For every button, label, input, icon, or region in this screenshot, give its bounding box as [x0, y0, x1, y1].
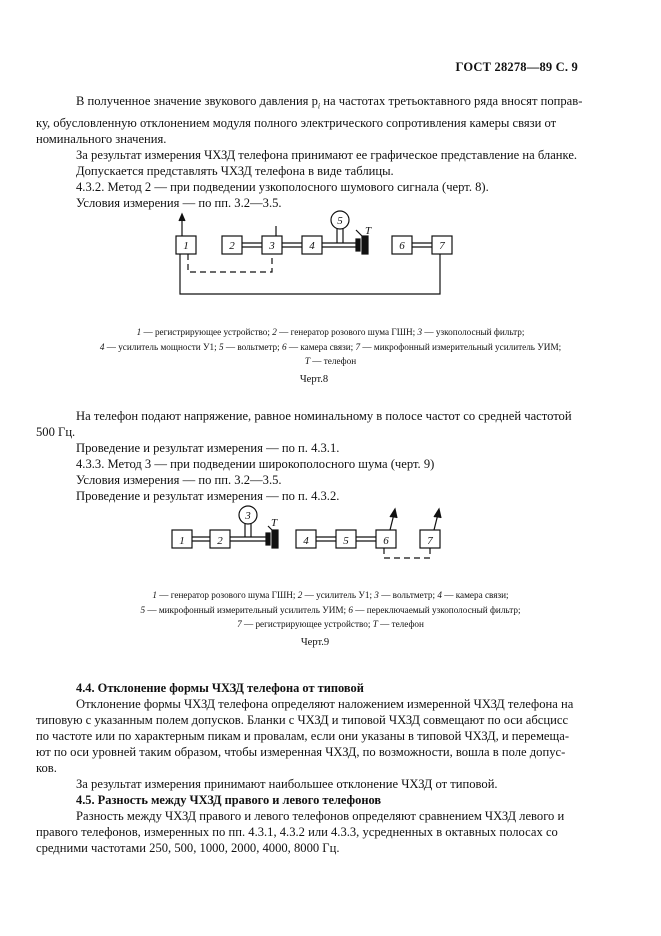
fig9-label: 5	[343, 535, 349, 547]
figure-8-diagram	[170, 206, 470, 314]
section-title: 4.5. Разность между ЧХЗД правого и левого телефонов	[76, 793, 382, 807]
fig8-label: 7	[439, 240, 445, 252]
text-block-2	[36, 408, 583, 504]
paragraph: На телефон подают напряжение, равное номинальному в полосе частот со средней частотой	[76, 409, 572, 423]
paragraph: Отклонение формы ЧХЗД телефона определяют наложением измеренной ЧХЗД телефона на	[76, 697, 574, 711]
paragraph-line: ков.	[36, 761, 57, 775]
figure-9-label: Черт.9	[300, 637, 330, 648]
fig9-label: 4	[303, 535, 309, 547]
figure-8-caption	[60, 325, 601, 369]
fig9-label: 2	[217, 535, 223, 547]
fig8-label: 6	[399, 240, 405, 252]
fig8-label: 4	[309, 240, 315, 252]
fig9-label: 6	[383, 535, 389, 547]
paragraph-line: ют по оси уровней таким образом, чтобы измеренная ЧХЗД, по возможности, вошла в поле допус-	[36, 745, 566, 759]
section-4-4	[36, 680, 583, 792]
paragraph: Условия измерения — по пп. 3.2—3.5.	[76, 473, 282, 487]
paragraph: 4.3.2. Метод 2 — при подведении узкополосного шумового сигнала (черт. 8).	[76, 179, 489, 194]
paragraph-line: средними частотами 250, 500, 1000, 2000, 4000, 8000 Гц.	[36, 841, 340, 855]
fig9-label: 1	[179, 535, 185, 547]
fig8-t-label: T	[364, 225, 372, 237]
figure-8-label: Черт.8	[299, 374, 329, 385]
figure-9-diagram	[168, 500, 468, 572]
fig8-label: 2	[229, 240, 235, 252]
caption-line: 1 — генератор розового шума ГШН; 2 — усилитель У1; 3 — вольтметр; 4 — камера связи;	[152, 590, 509, 600]
paragraph: Допускается представлять ЧХЗД телефона в виде таблицы.	[76, 163, 394, 178]
paragraph: 4.3.3. Метод 3 — при подведении широкополосного шума (черт. 9)	[76, 457, 435, 471]
paragraph: Проведение и результат измерения — по п. 4.3.2.	[76, 489, 340, 503]
caption-line: 4 — усилитель мощности У1; 5 — вольтметр; 6 — камера связи; 7 — микрофонный измерительный усилитель УИМ;	[99, 341, 562, 352]
caption-line: 5 — микрофонный измерительный усилитель УИМ; 6 — переключаемый узкополосный фильтр;	[140, 604, 521, 615]
paragraph-line: ку, обусловленную отклонением модуля полного электрического сопротивления камеры связи от	[36, 115, 557, 130]
paragraph-line: типовую с указанным полем допусков. Бланки с ЧХЗД и типовой ЧХЗД совмещают по оси абсцисс	[36, 713, 569, 727]
caption-line: 7 — регистрирующее устройство; T — телефон	[237, 619, 424, 629]
fig9-label: 3	[245, 510, 251, 522]
caption-line: T — телефон	[304, 356, 357, 366]
paragraph: В полученное значение звукового давления $p_i$ на частотах третьоктавного ряда вносят поправ-	[76, 94, 583, 111]
fig9-label: 7	[427, 535, 433, 547]
section-title: 4.4. Отклонение формы ЧХЗД телефона от типовой	[76, 681, 364, 695]
text-block-1	[36, 93, 583, 211]
page-header: ГОСТ 28278—89 С. 9	[455, 60, 578, 74]
fig9-t-label: T	[270, 517, 278, 529]
paragraph-line: правого телефонов, измеренных по пп. 4.3.1, 4.3.2 или 4.3.3, усредненных в октавных полосах со	[36, 825, 558, 839]
paragraph: Проведение и результат измерения — по п. 4.3.1.	[76, 441, 340, 455]
section-4-5	[36, 792, 583, 856]
paragraph: За результат измерения ЧХЗД телефона принимают ее графическое представление на бланке.	[76, 147, 578, 162]
fig8-label: 5	[337, 215, 343, 227]
figure-9-caption	[60, 588, 601, 632]
fig8-label: 3	[269, 240, 275, 252]
paragraph: За результат измерения принимают наибольшее отклонение ЧХЗД от типовой.	[76, 777, 498, 791]
paragraph: Разность между ЧХЗД правого и левого телефонов определяют сравнением ЧХЗД левого и	[76, 809, 565, 823]
paragraph-line: по частоте или по характерным пикам и провалам, если они указаны в типовой ЧХЗД, и перемеща-	[36, 729, 570, 743]
caption-line: 1 — регистрирующее устройство; 2 — генератор розового шума ГШН; 3 — узкополосный фильтр;	[136, 327, 525, 337]
fig8-label: 1	[183, 240, 189, 252]
paragraph-line: 500 Гц.	[36, 425, 76, 439]
paragraph: Условия измерения — по пп. 3.2—3.5.	[76, 195, 282, 210]
paragraph-line: номинального значения.	[36, 131, 167, 146]
